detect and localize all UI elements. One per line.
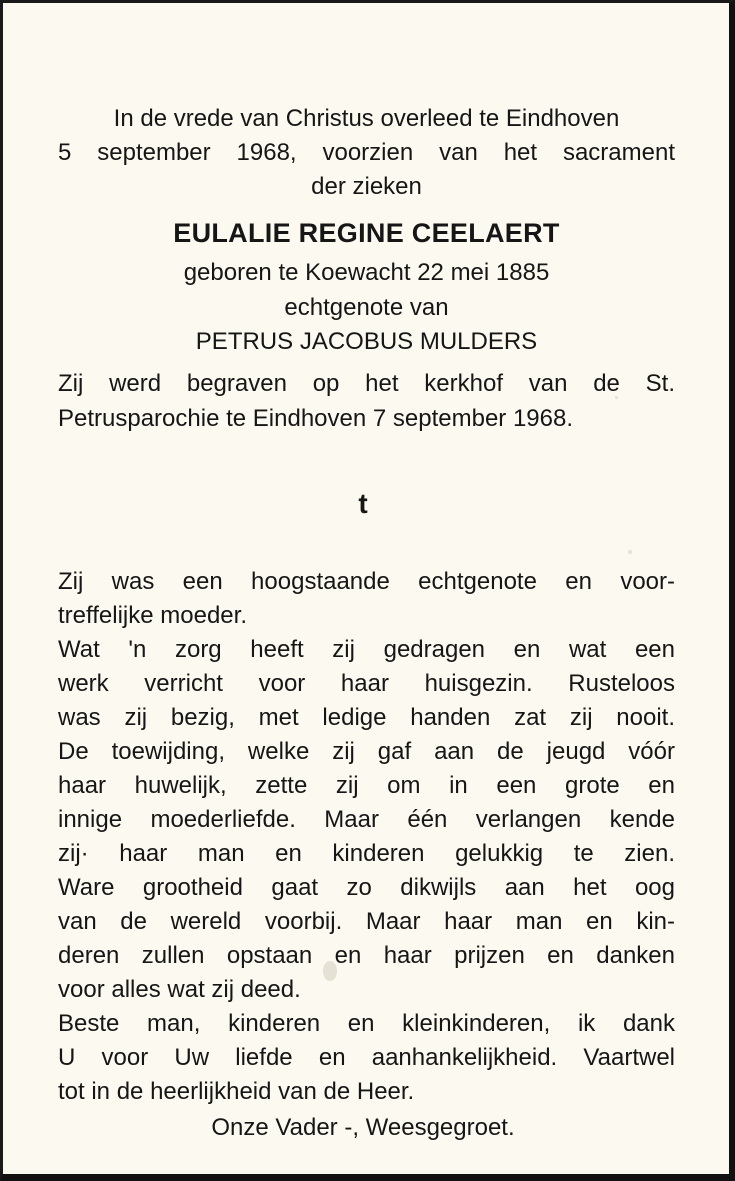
closing-prayer: Onze Vader -, Weesgegroet. <box>211 1114 515 1141</box>
eulogy-line: zij· haar man en kinderen gelukkig te zien. <box>58 840 675 867</box>
eulogy-line: tot in de heerlijkheid van de Heer. <box>58 1078 415 1105</box>
paper-speck <box>615 396 618 399</box>
announcement-line-3: der zieken <box>311 173 422 200</box>
announcement-line-1: In de vrede van Christus overleed te Eindhoven <box>113 105 620 132</box>
deceased-name: EULALIE REGINE CEELAERT <box>173 218 560 248</box>
birth-info: geboren te Koewacht 22 mei 1885 <box>183 259 550 286</box>
eulogy-line: U voor Uw liefde en aanhankelijkheid. Vaartwel <box>58 1044 675 1071</box>
eulogy-line: deren zullen opstaan en haar prijzen en danken <box>58 942 675 969</box>
eulogy-line: was zij bezig, met ledige handen zat zij nooit. <box>58 704 675 731</box>
eulogy-line: innige moederliefde. Maar één verlangen kende <box>58 806 675 833</box>
spouse-intro: echtgenote van <box>284 294 449 321</box>
paper-stain <box>323 961 337 981</box>
eulogy-line: haar huwelijk, zette zij om in een grote en <box>58 772 675 799</box>
spouse-name: PETRUS JACOBUS MULDERS <box>195 328 538 355</box>
burial-line-1: Zij werd begraven op het kerkhof van de St. <box>58 370 675 397</box>
eulogy-line: voor alles wat zij deed. <box>58 976 301 1003</box>
cross-icon: t <box>358 488 368 519</box>
eulogy-line: Wat 'n zorg heeft zij gedragen en wat een <box>58 636 675 663</box>
eulogy-line: treffelijke moeder. <box>58 602 247 629</box>
eulogy-line: werk verricht voor haar huisgezin. Rusteloos <box>58 670 675 697</box>
eulogy-line: van de wereld voorbij. Maar haar man en kin- <box>58 908 675 935</box>
eulogy-line: Beste man, kinderen en kleinkinderen, ik dank <box>58 1010 675 1037</box>
announcement-line-2: 5 september 1968, voorzien van het sacrament <box>58 139 675 166</box>
paper-speck <box>628 550 632 554</box>
eulogy-line: Ware grootheid gaat zo dikwijls aan het oog <box>58 874 675 901</box>
eulogy-line: De toewijding, welke zij gaf aan de jeugd vóór <box>58 738 675 765</box>
burial-line-2: Petrusparochie te Eindhoven 7 september 1968. <box>58 405 574 432</box>
eulogy-line: Zij was een hoogstaande echtgenote en voor- <box>58 568 675 595</box>
